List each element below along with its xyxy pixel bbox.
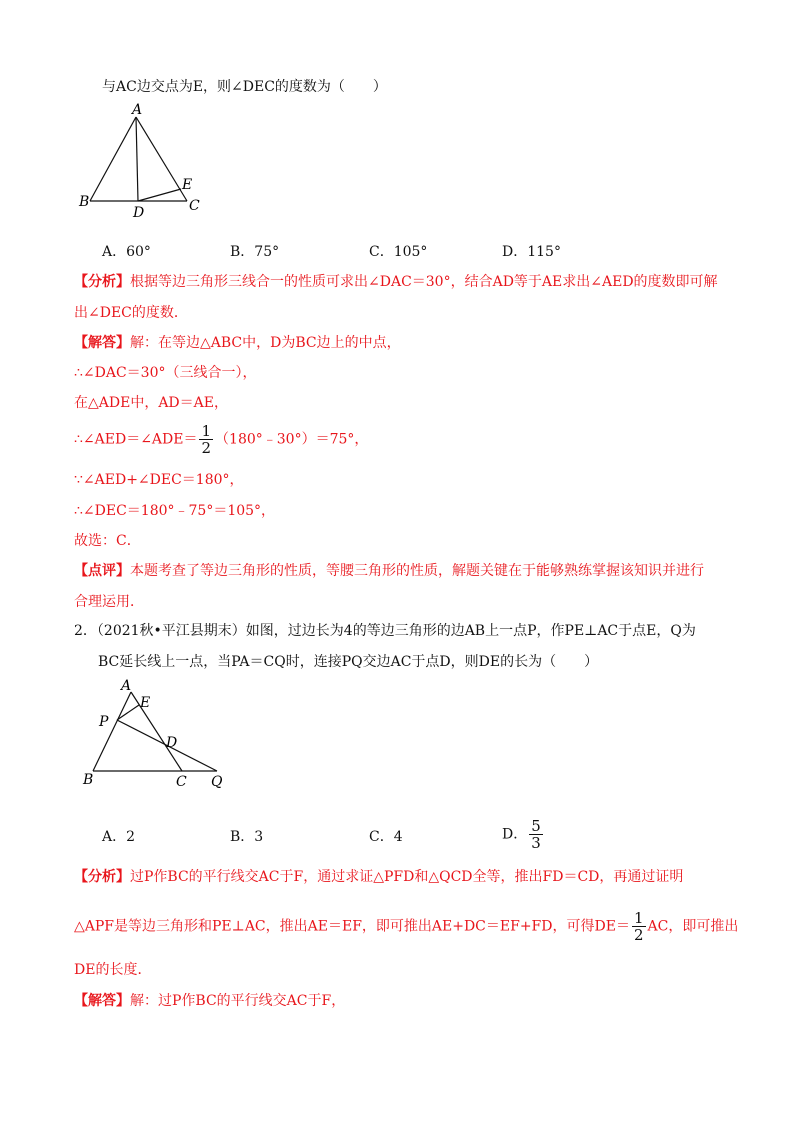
q1-answer-line3: 在△ADE中，AD＝AE，: [74, 395, 228, 411]
q2-option-d: D． $\frac{5}{3}$: [502, 817, 541, 852]
q2-option-d-fraction: $\frac{5}{3}$: [531, 817, 541, 852]
q2-analysis-line1: 【分析】过P作BC的平行线交AC于F，通过求证△PFD和△QCD全等，推出FD＝CD，再通过证明: [74, 869, 684, 885]
q2-stem-line2: BC延长线上一点，当PA＝CQ时，连接PQ交边AC于点D，则DE的长为（ ）: [98, 654, 599, 670]
q2-analysis-tag: 【分析】: [74, 869, 130, 885]
q2-option-a: A．2: [102, 829, 136, 845]
q1-fraction: $\frac{1}{2}$: [201, 422, 212, 457]
q1-answer-line1: 【解答】解：在等边△ABC中，D为BC边上的中点，: [74, 335, 401, 351]
q1-stem: 与AC边交点为E，则∠DEC的度数为（ ）: [102, 79, 387, 95]
q1-comment-tag: 【点评】: [74, 563, 130, 579]
q1-answer-line7: 故选：C．: [74, 533, 141, 549]
q1-label-e: E: [182, 177, 193, 193]
q2-stem-line1: 2．（2021秋•平江县期末）如图，过边长为4的等边三角形的边AB上一点P，作PE⊥AC于点E，Q为: [74, 623, 696, 639]
q1-triangle-figure: [75, 100, 215, 225]
q1-answer-line4: ∴∠AED＝∠ADE＝ $\frac{1}{2}$ （180°﹣30°）＝75°，: [74, 422, 369, 457]
q1-option-d: D．115°: [502, 244, 561, 260]
q1-comment-line1: 【点评】本题考查了等边三角形的性质，等腰三角形的性质，解题关键在于能够熟练掌握该知识并进行: [74, 563, 704, 579]
q2-label-e: E: [140, 695, 151, 711]
q1-comment-line2: 合理运用．: [74, 594, 144, 610]
q1-analysis-line2: 出∠DEC的度数．: [74, 305, 188, 321]
q2-label-p: P: [99, 714, 109, 730]
q1-answer-line2: ∴∠DAC＝30°（三线合一），: [74, 365, 257, 381]
q2-option-b: B．3: [230, 829, 264, 845]
q2-answer-line1: 【解答】解：过P作BC的平行线交AC于F，: [74, 993, 346, 1009]
q2-triangle-figure: [75, 674, 235, 794]
q2-option-c: C．4: [369, 829, 403, 845]
q1-answer-line5: ∵∠AED+∠DEC＝180°，: [74, 472, 244, 488]
q1-label-d: D: [133, 205, 145, 221]
q1-analysis-line1: 【分析】根据等边三角形三线合一的性质可求出∠DAC＝30°，结合AD等于AE求出∠AED的度数即可解: [74, 274, 718, 290]
q1-answer-tag: 【解答】: [74, 335, 130, 351]
q2-label-b: B: [83, 772, 94, 788]
q1-option-b: B．75°: [230, 244, 280, 260]
q1-label-c: C: [189, 198, 200, 214]
q2-analysis-line3: DE的长度．: [74, 962, 152, 978]
q2-label-d: D: [166, 735, 178, 751]
q1-label-b: B: [79, 194, 90, 210]
q1-analysis-tag: 【分析】: [74, 274, 130, 290]
q2-analysis-fraction: $\frac{1}{2}$: [633, 909, 644, 944]
q1-answer-line6: ∴∠DEC＝180°﹣75°＝105°，: [74, 503, 276, 519]
q2-label-q: Q: [211, 774, 223, 790]
q2-answer-tag: 【解答】: [74, 993, 130, 1009]
q1-option-a: A．60°: [102, 244, 151, 260]
q2-label-c: C: [176, 774, 187, 790]
q1-label-a: A: [132, 102, 143, 118]
q1-option-c: C．105°: [369, 244, 428, 260]
q2-analysis-line2: △APF是等边三角形和PE⊥AC，推出AE＝EF，即可推出AE+DC＝EF+FD，可得DE＝ $\frac{1}{2}$ AC，即可推出: [74, 909, 739, 944]
q2-label-a: A: [121, 678, 132, 694]
